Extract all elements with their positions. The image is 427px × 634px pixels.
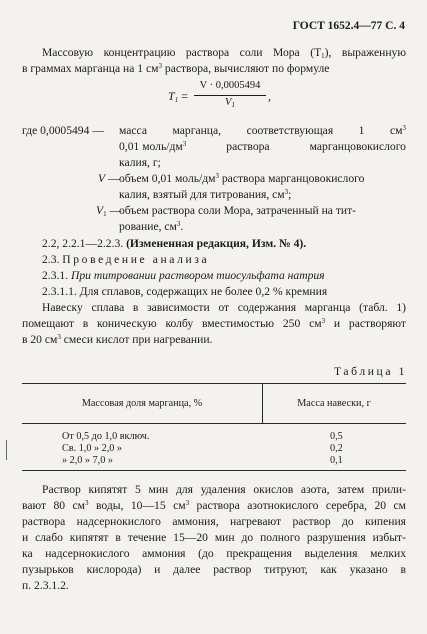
para2-line-2: вают 80 $см^3$ воды, 10—15 $см^3$ раствора азотнокислого серебра, 20 см (22, 499, 406, 512)
para2-line-1: Раствор кипятят 5 мин для удаления окислов азота, затем прили- (42, 483, 406, 496)
v1-line-2: рование, $см^3$. (119, 220, 184, 233)
table-row: От 0,5 до 1,0 включ. (62, 431, 150, 442)
formula-numerator: V · 0,0005494 (199, 80, 261, 91)
v-line-1: объем 0,01 моль/$дм^3$ раствора марганцовокислого (119, 172, 365, 185)
formula-denominator: $V_1$ (225, 97, 235, 109)
table-row: » 2,0 » 7,0 » (62, 455, 113, 466)
table-caption: Таблица 1 (334, 365, 407, 378)
section-2-3-1: 2.3.1. При титровании раствором тиосульфата натрия (42, 269, 325, 282)
table-cell: 0,5 (330, 431, 343, 442)
where-line-2: 0,01 моль/$дм^3$ раствора марганцовокислого (119, 140, 406, 153)
table-top-rule (22, 383, 406, 384)
table-cell: 0,2 (330, 443, 343, 454)
para2-line-5: ка надсернокислого аммония (до прекращения выделения мелких (22, 547, 406, 560)
para2-line-7: п. 2.3.1.2. (22, 579, 69, 592)
para1-line-3: в 20 $см^3$ смеси кислот при нагревании. (22, 333, 213, 346)
table-header-rule (22, 423, 406, 424)
intro-line-2: в граммах марганца на 1 $см^3$ раствора, вычисляют по формуле (22, 62, 330, 75)
fraction-bar (194, 95, 266, 96)
intro-line-1: Массовую концентрацию раствора соли Мора $(T_1)$, выраженную (42, 46, 406, 60)
where-line-1: масса марганца, соответствующая 1 $см^3$ (119, 124, 406, 137)
v-line-2: калия, взятый для титрования, $см^3$; (119, 188, 292, 201)
margin-mark (6, 440, 7, 460)
formula: $T_1$ = V · 0,0005494 $V_1$ , (168, 80, 271, 109)
v1-line-1: объем раствора соли Мора, затраченный на тит- (119, 204, 357, 217)
section-2-2: 2.2, 2.2.1—2.2.3. (Измененная редакция, Изм. № 4). (42, 237, 307, 250)
table-bottom-rule (22, 470, 406, 471)
page-header: ГОСТ 1652.4—77 С. 4 (292, 20, 405, 32)
where-line-3: калия, г; (119, 156, 161, 169)
table-row: Св. 1,0 » 2,0 » (62, 443, 122, 454)
section-2-3: 2.3. Проведение анализа (42, 253, 210, 266)
where-prefix: где 0,0005494 — (22, 124, 104, 137)
para2-line-3: раствора надсернокислого аммония, нагревают раствор до кипения (22, 515, 406, 528)
formula-lhs: $T_1$ = (168, 89, 188, 104)
v-label: V — (98, 172, 120, 185)
para1-line-2: помещают в коническую колбу вместимостью 250 $см^3$ и растворяют (22, 317, 406, 330)
para2-line-6: пузырьков кислорода) и далее раствор титруют, как указано в (22, 563, 406, 576)
table-col1-header: Массовая доля марганца, % (81, 398, 203, 409)
v1-label: $V_1$ — (96, 204, 122, 218)
table-col2-header: Масса навески, г (297, 398, 371, 409)
table-cell: 0,1 (330, 455, 343, 466)
para2-line-4: и слабо кипятят в течение 15—20 мин до полного разрушения избыт- (22, 531, 406, 544)
para1-line-1: Навеску сплава в зависимости от содержания марганца (табл. 1) (42, 301, 406, 314)
section-2-3-1-1: 2.3.1.1. Для сплавов, содержащих не более 0,2 % кремния (42, 285, 328, 298)
